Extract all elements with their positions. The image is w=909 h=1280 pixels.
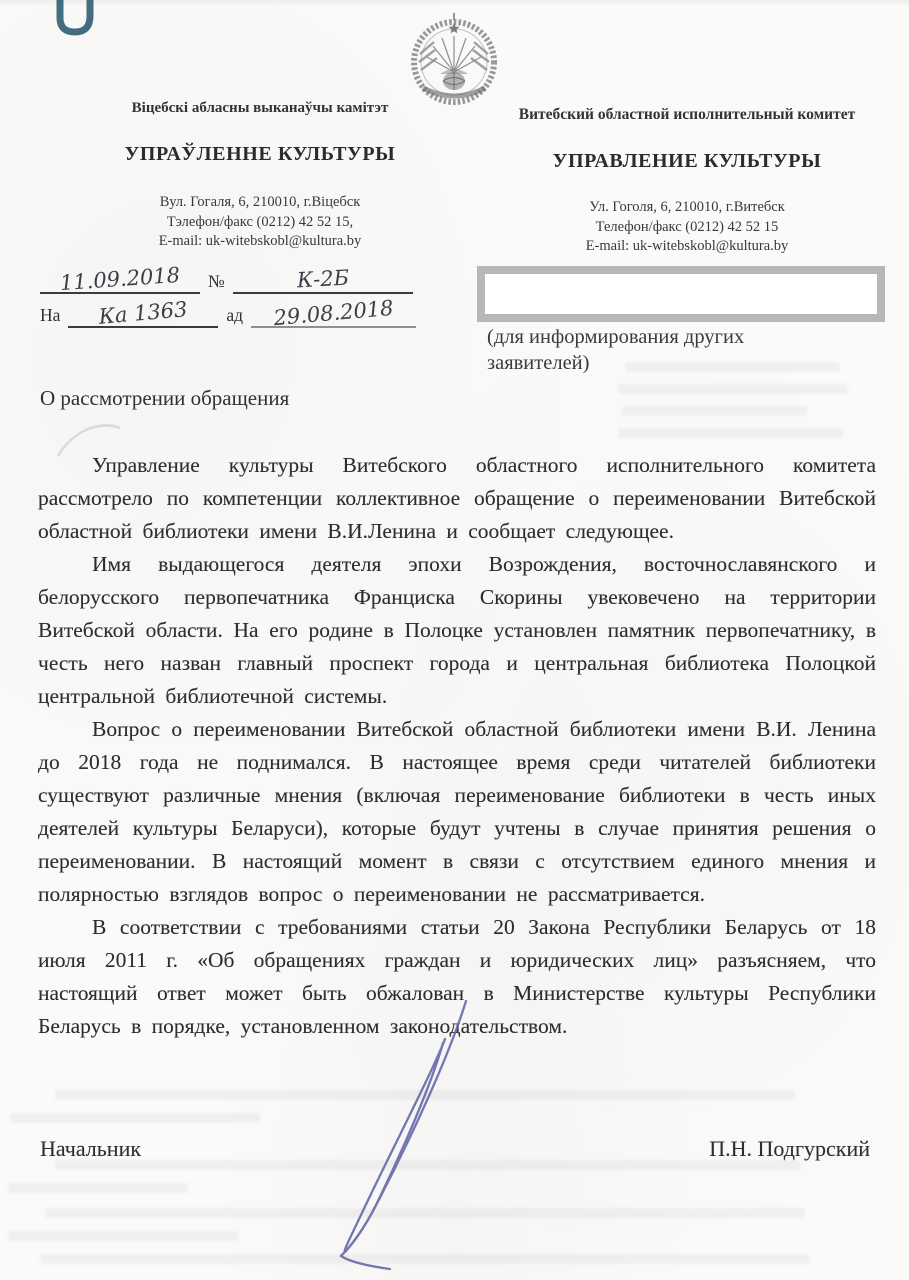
email-line-ru: E-mail: uk-witebskobl@kultura.by [585,238,789,254]
letter-body [38,449,876,1043]
bleed-through-text [618,384,848,394]
phone-line-by: Тэлефон/факс (0212) 42 52 15, [166,213,354,230]
number-sign-label: № [208,271,225,291]
outgoing-date-handwriting: 11.09.2018 [59,262,181,296]
signature-ink [300,985,510,1280]
committee-name-by: Віцебскі абласны выканаўчы камітэт [131,100,389,116]
bleed-through-text [622,406,807,416]
signer-name: П.Н. Подгурский [709,1136,870,1161]
paragraph-4: В соответствии с требованиями статьи 20 Закона Республики Беларусь от 18 июля 2011 г. «Об обращениях граждан и юридических лиц» разъясняем, что настоящий ответ может быть обжалован в Министерстве культуры Республики Беларусь в порядке, установленном законодательством. [38,915,876,1038]
letterhead-right [482,106,892,257]
on-label: На [40,305,61,325]
outgoing-number-handwriting: К-2Б [296,265,350,293]
incoming-number-handwriting: Ка 1363 [98,297,189,329]
bleed-through-text [625,362,840,372]
addressee-note-line1: (для информирования других [487,326,745,348]
addressee-note-line2: заявителей) [487,352,590,374]
incoming-date-handwriting: 29.08.2018 [272,295,395,331]
letterhead-left [60,100,460,252]
pen-mark-icon [48,0,108,40]
contact-block-ru [482,198,892,257]
email-line-by: E-mail: uk-witebskobl@kultura.by [158,233,362,249]
address-line-ru: Ул. Гоголя, 6, 210010, г.Витебск [589,199,785,215]
reference-block [40,262,460,331]
phone-line-ru: Телефон/факс (0212) 42 52 15 [595,218,779,235]
bleed-through-text [8,1231,238,1241]
from-label: ад [226,305,244,325]
outgoing-date-field [40,262,200,294]
outgoing-number-field [233,262,413,294]
coat-of-arms-icon [404,10,504,110]
bleed-through-text [8,1183,188,1193]
department-name-ru: УПРАВЛЕНИЕ КУЛЬТУРЫ [552,150,822,172]
bleed-through-text [10,1113,260,1123]
department-name-by: УПРАЎЛЕННЕ КУЛЬТУРЫ [124,143,396,165]
scan-edge-shadow [0,0,909,6]
paragraph-1: Управление культуры Витебского областного исполнительного комитета рассмотрело по компетенции коллективное обращение о переименовании Витебской областной библиотеки имени В.И.Ленина и сообщает следующее. [38,453,876,543]
contact-block-by [60,193,460,252]
bleed-through-text [618,428,843,438]
committee-name-ru: Витебский областной исполнительный комитет [518,106,856,123]
redaction-box [477,266,885,322]
incoming-date-field [251,295,416,331]
incoming-number-field [68,296,218,328]
signer-position: Начальник [40,1136,142,1161]
paragraph-2: Имя выдающегося деятеля эпохи Возрождения, восточнославянского и белорусского первопечатника Франциска Скорины увековечено на территории Витебской области. На его родине в Полоцке установлен памятник первопечатнику, в честь него назван главный проспект города и центральная библиотека Полоцкой центральной библиотечной системы. [38,552,876,708]
address-line-by: Вул. Гогаля, 6, 210010, г.Віцебск [159,194,361,210]
subject-line: О рассмотрении обращения [40,386,290,410]
paragraph-3: Вопрос о переименовании Витебской областной библиотеки имени В.И. Ленина до 2018 года не поднимался. В настоящее время среди читателей библиотеки существуют различные мнения (включая переименование библиотеки в честь иных деятелей культуры Беларуси), которые будут учтены в случае принятия решения о переименовании. В настоящий момент в связи с отсутствием единого мнения и полярностью взглядов вопрос о переименовании не рассматривается. [38,717,876,906]
